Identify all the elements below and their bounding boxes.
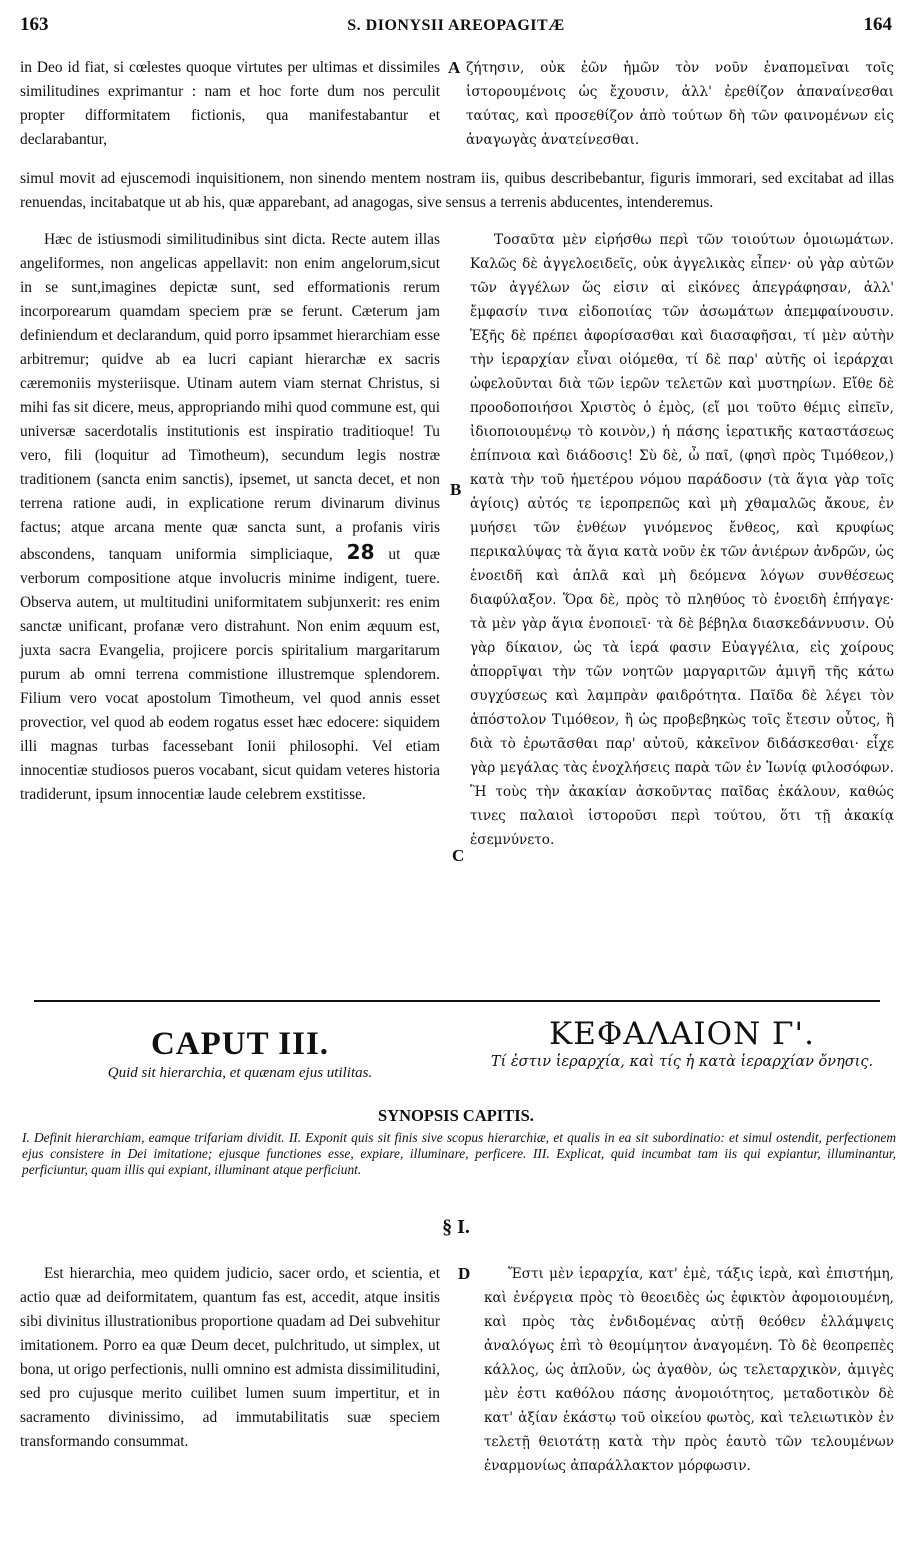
latin-full-width-text: simul movit ad ejuscemodi inquisitionem, non sinendo mentem nostram iis, quibus describebantur, figuris immorari, sed excitabat ad illas renuendas, incitabatque ut ab his, quæ apparebant, ad anagogas, sive sensus a terrenis abducentes, intenderemus. <box>20 170 894 212</box>
latin-chapter-title: CAPUT III. <box>150 1026 330 1062</box>
synopsis-text: I. Definit hierarchiam, eamque trifariam dividit. II. Exponit quis sit finis sive scopus hierarchiæ, et qualis in ea sit subordinatio: et simul ostendit, perfectionem ejus consistere in Dei imitatione; ejusque functiones esse, expiare, illuminare, perficere. III. Explicat, quid incumbat tam iis qui expiantur, illuminantur, perficiuntur, quam illis qui expiant, illuminant atque perficiunt. <box>22 1130 896 1177</box>
greek-chapter-heading <box>470 1016 894 1072</box>
margin-marker-b: B <box>450 480 462 499</box>
latin-paragraph-main <box>20 228 440 807</box>
latin-chapter-heading <box>20 1026 460 1083</box>
latin-chapter-subtitle: Quid sit hierarchia, et quænam ejus utilitas. <box>107 1065 373 1081</box>
greek-column-top <box>466 56 894 152</box>
margin-marker-d: D <box>458 1264 471 1283</box>
running-header <box>20 14 892 42</box>
greek-chapter-subtitle: Τί ἐστιν ἱεραρχία, καὶ τίς ἡ κατὰ ἱεραρχίαν ὄνησις. <box>490 1054 874 1070</box>
greek-paragraph-top: ζήτησιν, οὐκ ἐῶν ἡμῶν τὸν νοῦν ἐναπομεῖναι τοῖς ἱστορουμένοις ὡς ἔχουσιν, ἀλλ' ἐρεθίζον ἀπαναίνεσθαι ταύτας, καὶ προσεθίζον ἀπὸ τούτων δὴ τῶν φαινομένων εἰς ἀναγωγὰς ἀνατείνεσθαι. <box>466 60 894 148</box>
section-divider-rule <box>34 1000 880 1002</box>
latin-column-top <box>20 56 440 152</box>
running-title: S. DIONYSII AREOPAGITÆ <box>347 17 565 34</box>
margin-marker-a: A <box>448 58 461 77</box>
page-number-left: 163 <box>20 14 49 35</box>
greek-column-section <box>484 1262 894 1478</box>
section-heading: § I. <box>442 1216 470 1238</box>
greek-paragraph-section: Ἔστι μὲν ἱεραρχία, κατ' ἐμὲ, τάξις ἱερὰ, καὶ ἐπιστήμη, καὶ ἐνέργεια πρὸς τὸ θεοειδὲς ὡς ἐφικτὸν ἀφομοιουμένη, καὶ πρὸς τὰς ἐνδιδομένας αὐτῇ θεόθεν ἐλλάμψεις ἀναλόγως ἐπὶ τὸ θεομίμητον ἀναγομένη. Τὸ δὲ θεοπρεπὲς κάλλος, ὡς ἁπλοῦν, ὡς ἀγαθὸν, ὡς τελεταρχικὸν, ἀμιγὲς μὲν ἐστι καθόλου πάσης ἀνομοιότητος, μεταδοτικὸν δὲ κατ' ἀξίαν ἑκάστῳ τοῦ οἰκείου φωτὸς, καὶ τελειωτικὸν ἐν τελετῇ θειοτάτῃ κατὰ τὴν πρὸς ἑαυτὸ τῶν τελουμένων ἐναρμονίως ἀπαράλλακτον μόρφωσιν. <box>484 1266 894 1474</box>
synopsis-heading: SYNOPSIS CAPITIS. <box>378 1106 534 1125</box>
latin-column-section <box>20 1262 440 1454</box>
latin-paragraph-section: Est hierarchia, meo quidem judicio, sacer ordo, et scientia, et actio quæ ad deiformitatem, quantum fas est, accedit, atque insitis sibi divinitus illustrationibus proportione quadam ad Dei subvehitur imitationem. Porro ea quæ Deum decet, pulchritudo, ut simplex, ut bona, ut origo perfectionis, nulli omnino est admista dissimilitudini, sed pro cujusque merito cuilibet lumen suum impertitur, et in sacramento divinissimo, ad immutabilitatis suæ speciem transformando consummat. <box>20 1265 440 1450</box>
latin-full-width-passage <box>20 152 894 231</box>
greek-column-main <box>470 228 894 852</box>
margin-marker-c: C <box>452 846 465 865</box>
latin-text-part-2: ut quæ verborum compositione atque involucris minime indigent, tuere. Observa autem, ut multitudini uniformitatem subjunxerit: res enim sanctæ unificant, profanæ vero distrahunt. Non enim æquum est, juxta sacra Evangelia, projicere porcis spiritalium margaritarum purum ab omni terrena commistione illustremque splendorem. Filium vero vocat apostolum Timotheum, vel quod annis esset provectior, vel quod ab eodem rogatus esset hæc edocere: siquidem illi magnas turbas facessebant Ionii philosophi. Vel etiam innocentiæ studiosos pueros vocabant, sicut quidam veteres historia tradiderunt, ipsum innocentiæ laude celebrem exstitisse. <box>20 546 440 803</box>
greek-chapter-title: ΚΕΦΑΛΑΙΟΝ Γ'. <box>549 1016 815 1052</box>
latin-column-main <box>20 228 440 807</box>
latin-text-part-1: Hæc de istiusmodi similitudinibus sint dicta. Recte autem illas angeliformes, non angelicas appellavit: non enim angelorum,sicut in se sunt,imagines depictæ sunt, sed efformationis rerum incorporearum quamdam speciem præ se ferunt. Cæterum jam definiendum et declarandum, quid porro ipsammet hierarchiam esse arbitremur; quidve ab ea lucri capiant hierarchæ ex sacris cæremoniis mysteriisque. Utinam autem viam sternat Christus, si mihi fas sit dicere, meus, appropriando mihi quod commune est, qui universæ sacerdotalis institutionis est inspiratio traditioque! Tu vero, fili (loquitur ad Timotheum), secundum legis nostræ traditionem (sancta enim sanctis), ipsemet, ut sancta decet, et non terrena ratione audi, in explicatione rerum divinarum divinus factus; atque arcana mente quæ sancta sunt, a profanis viris abscondens, tanquam uniformia simpliciaque, <box>20 231 440 563</box>
latin-paragraph-top: in Deo id fiat, si cœlestes quoque virtutes per ultimas et dissimiles similitudines exprimantur : nam et hoc forte dum nos perculit propter difformitatem fictionis, qua manifestabantur et declarabantur, <box>20 59 440 148</box>
greek-paragraph-main: Τοσαῦτα μὲν εἰρήσθω περὶ τῶν τοιούτων ὁμοιωμάτων. Καλῶς δὲ ἀγγελοειδεῖς, οὐκ ἀγγελικὰς εἶπεν· οὐ γὰρ αὐτῶν τῶν ἀγγέλων ὥς εἰσιν αἱ εἰκόνες ἀπεγράφησαν, ἀλλ' ἔμφασίν τινα εἰδοποιίας τῶν ἀσωμάτων ἀπεμφαίνουσιν. Ἑξῆς δὲ πρέπει ἀφορίσασθαι καὶ διασαφῆσαι, τί μὲν αὐτὴν τὴν ἱεραρχίαν εἶναι οἰόμεθα, τί δὲ παρ' αὐτῆς οἱ ἱεράρχαι ὠφελοῦνται διὰ τῶν ἱερῶν τελετῶν καὶ μυστηρίων. Εἴθε δὲ προοδοποιήσοι Χριστὸς ὁ ἐμὸς, (εἴ μοι τοῦτο θέμις εἰπεῖν, ἰδιοποιουμένῳ τὸ κοινὸν,) ἡ πάσης ἱερατικῆς καταστάσεως ἐπίπνοια καὶ διάδοσις! Σὺ δὲ, ὦ παῖ, (φησὶ πρὸς Τιμόθεον,) κατὰ τὴν τοῦ ἡμετέρου νόμου παράδοσιν (τὰ ἅγια γὰρ τοῖς ἁγίοις) αὐτός τε ἱεροπρεπῶς καὶ μὴ χθαμαλῶς ἄκουε, ἐν μυήσει τῶν ἐνθέων γινόμενος ἔνθεος, καὶ κρυφίως περικαλύψας τὰ ἅγια κατὰ νοῦν ἐκ τῶν ἀνιέρων ἀνδρῶν, ὡς ἑνοειδῆ καὶ ἁπλᾶ καὶ μὴ δεόμενα λόγων συνθέσεως διαφύλαξον. Ὅρα δὲ, πρὸς τὸ πληθύος τὸ ἑνοειδὴ ἐπήγαγε· τὰ μὲν γὰρ ἅγια ἑνοποιεῖ· τὰ δὲ βέβηλα διασκεδάννυσιν. Οὐ γὰρ δίκαιον, ὡς τὰ ἱερά φασιν Εὐαγγέλια, εἰς χοίρους ἀπορρῖψαι τὴν τῶν νοητῶν μαργαριτῶν ἀμιγῆ τῆς κάτω συγχύσεως καὶ λαμπρὰν φαιδρότητα. Παῖδα δὲ λέγει τὸν ἀπόστολον Τιμόθεον, ἢ ὡς προβεβηκὼς τοῖς ἔτεσιν οὗτος, ἢ διὰ τὸ ἐρωτᾶσθαι παρ' αὐτοῦ, κἀκεῖνον διδάσκεσθαι· εἶχε γὰρ μεγάλας τὰς ἐνοχλήσεις παρὰ τῶν ἐν Ἰωνίᾳ φιλοσόφων. Ἢ τοὺς τὴν ἀκακίαν ἀσκοῦντας παῖδας ἐκάλουν, καθώς τινες παλαιοὶ ἱστοροῦσι περὶ τούτου, ὅτι τῇ ἀκακίᾳ ἐσεμνύνετο. <box>470 232 894 848</box>
page-number-right: 164 <box>863 14 892 35</box>
reference-number: 28 <box>346 540 375 564</box>
